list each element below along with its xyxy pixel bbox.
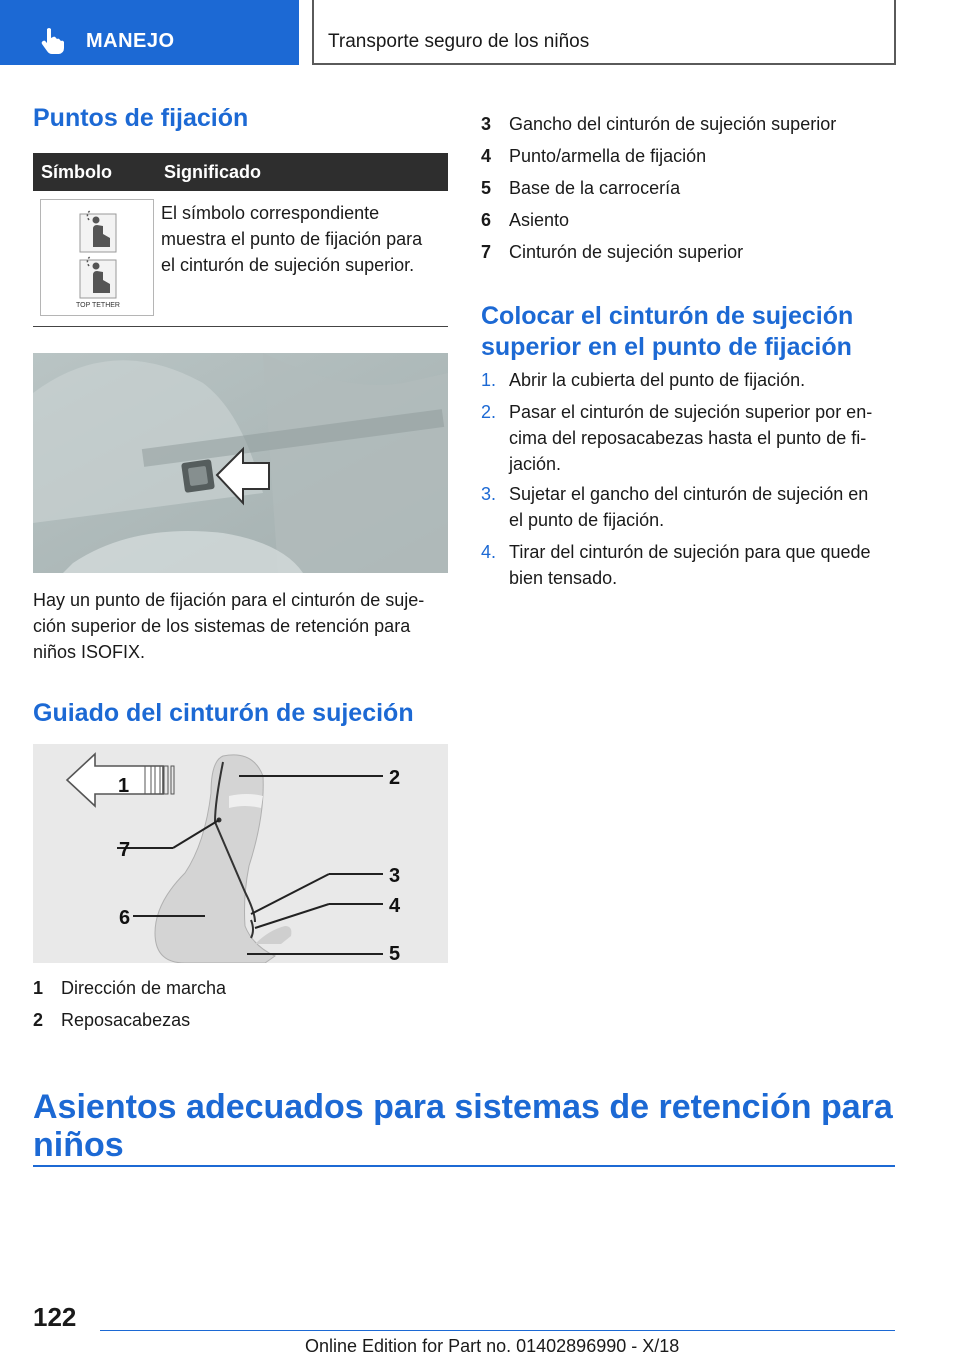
section-heading — [33, 1088, 893, 1164]
step-text: bien tensado. — [509, 568, 618, 588]
legend-text: Cinturón de sujeción superior — [509, 242, 744, 262]
anchor-points-heading: Puntos de fijación — [33, 104, 249, 132]
legend-text: Dirección de marcha — [61, 978, 227, 998]
legend-text: Punto/armella de fijación — [509, 146, 707, 166]
legend-text: Gancho del cinturón de sujeción superior — [509, 114, 837, 134]
seat-diagram — [33, 744, 448, 963]
step-text: Abrir la cubierta del punto de fijación. — [509, 370, 806, 390]
section-title: MANEJO — [86, 30, 175, 52]
top-tether-symbol — [40, 199, 154, 316]
legend-text: Reposacabezas — [61, 1010, 191, 1030]
symbol-meaning — [161, 200, 451, 278]
step-text: Pasar el cinturón de sujeción superior por en- — [509, 402, 873, 422]
legend-number: 3 — [481, 114, 492, 134]
step-text: cima del reposacabezas hasta el punto de fi- — [509, 428, 867, 448]
caption-line: niños ISOFIX. — [33, 642, 146, 662]
legend-number: 6 — [481, 210, 492, 230]
caption-line: Hay un punto de fijación para el cinturón de suje- — [33, 590, 425, 610]
edition-note: Online Edition for Part no. 01402896990 - X/18 — [305, 1336, 680, 1356]
heading-line: niños — [33, 1126, 124, 1164]
page-number: 122 — [33, 1302, 77, 1332]
legend-number: 7 — [481, 242, 492, 262]
child-seat-icon — [41, 200, 155, 317]
step-number: 1. — [481, 370, 497, 390]
section-divider — [33, 1165, 895, 1167]
step-text: Sujetar el gancho del cinturón de sujeción en — [509, 484, 869, 504]
callout-4: 4 — [389, 895, 401, 917]
heading-line: Asientos adecuados para sistemas de retención para — [33, 1088, 893, 1126]
col-meaning: Significado — [164, 162, 262, 182]
symbol-table-header — [33, 153, 448, 191]
legend-number: 4 — [481, 146, 492, 166]
heading-line: Colocar el cinturón de sujeción — [481, 302, 854, 330]
footer-divider — [100, 1330, 895, 1331]
legend-number: 2 — [33, 1010, 44, 1030]
meaning-line: muestra el punto de fijación para — [161, 229, 423, 249]
legend-text: Asiento — [509, 210, 570, 230]
anchor-point-photo — [33, 353, 448, 573]
callout-7: 7 — [119, 839, 131, 861]
legend-number: 5 — [481, 178, 492, 198]
table-divider — [33, 326, 448, 327]
callout-2: 2 — [389, 767, 401, 789]
heading-line: superior en el punto de fijación — [481, 333, 852, 361]
direction-arrow-icon — [67, 754, 163, 806]
topic-header — [312, 0, 896, 65]
step-text: jación. — [509, 454, 562, 474]
col-symbol: Símbolo — [41, 162, 112, 182]
meaning-line: El símbolo correspondiente — [161, 203, 380, 223]
legend-number: 1 — [33, 978, 44, 998]
step-number: 4. — [481, 542, 497, 562]
caption-line: ción superior de los sistemas de retención para — [33, 616, 411, 636]
step-number: 3. — [481, 484, 497, 504]
meaning-line: el cinturón de sujeción superior. — [161, 255, 415, 275]
legend-text: Base de la carrocería — [509, 178, 681, 198]
anchor-caption — [33, 587, 453, 665]
section-tab[interactable] — [0, 0, 299, 65]
callout-3: 3 — [389, 865, 401, 887]
step-text: el punto de fijación. — [509, 510, 665, 530]
callout-5: 5 — [389, 943, 401, 963]
step-number: 2. — [481, 402, 497, 422]
guide-heading: Guiado del cinturón de sujeción — [33, 699, 414, 727]
top-tether-label: TOP TETHER — [76, 302, 120, 309]
step-text: Tirar del cinturón de sujeción para que quede — [509, 542, 871, 562]
callout-6: 6 — [119, 907, 131, 929]
attach-heading — [481, 301, 853, 363]
hand-pointer-icon — [38, 26, 66, 54]
topic-title: Transporte seguro de los niños — [328, 31, 590, 52]
callout-1: 1 — [118, 775, 130, 797]
